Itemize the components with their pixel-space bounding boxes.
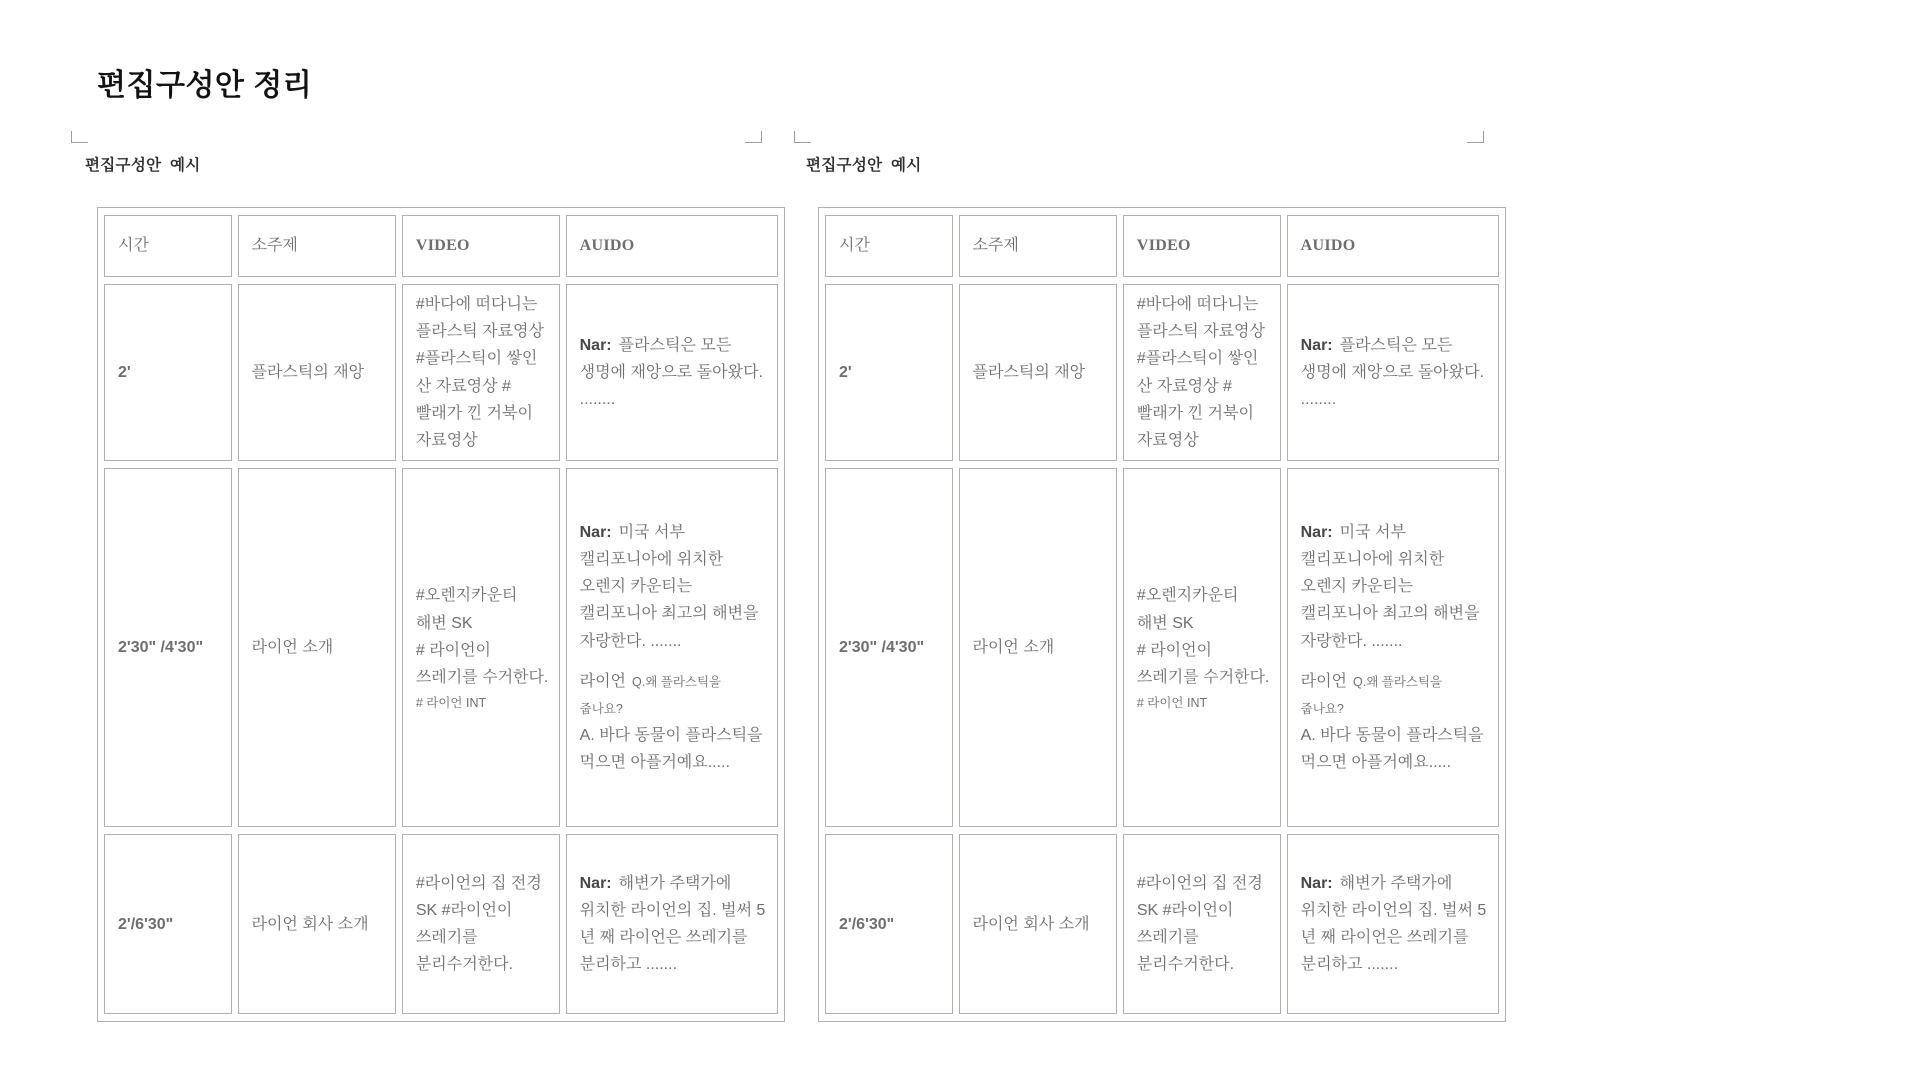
narration-label: Nar: [579, 874, 612, 892]
document-page-left [85, 153, 785, 1022]
video-shotlist: #라이언의 집 전경 SK #라이언이 쓰레기를 분리수거한다. [415, 874, 542, 974]
page-title: 편집구성안 정리 [97, 69, 313, 103]
audio-cell [566, 284, 778, 461]
video-cell: #바다에 떠다니는 플라스틱 자료영상 #플라스틱이 쌓인 산 자료영상 #빨래가 낀 거북이 자료영상 [402, 284, 560, 461]
topic-cell: 라이언 소개 [238, 468, 396, 827]
video-interview-note: # 라이언 INT [1136, 696, 1208, 711]
table-row [825, 468, 1499, 827]
document-page-right [806, 153, 1506, 1022]
panel-heading: 편집구성안 예시 [806, 157, 922, 174]
col-header-topic: 소주제 [238, 215, 396, 277]
video-shotlist: #오렌지카운티 해변 SK # 라이언이 쓰레기를 수거한다. [415, 587, 549, 686]
time-cell: 2'/6'30" [104, 834, 232, 1014]
storyboard-table [97, 207, 785, 1022]
audio-cell [1287, 468, 1499, 827]
text-boundary-mark [745, 131, 762, 143]
video-interview-note: # 라이언 INT [415, 696, 487, 711]
topic-cell: 플라스틱의 재앙 [959, 284, 1117, 461]
narration-label: Nar: [579, 336, 612, 354]
interview-answer: A. 바다 동물이 플라스틱을 먹으면 아플거예요..... [579, 727, 763, 772]
audio-cell [566, 468, 778, 827]
audio-cell [1287, 834, 1499, 1014]
narration-text: 해변가 주택가에 위치한 라이언의 집. 벌써 5 년 째 라이언은 쓰레기를 분리하고 ....... [1300, 874, 1487, 974]
text-boundary-mark [1467, 131, 1484, 143]
interview-question: Q.왜 플라스틱을 줍나요? [1300, 674, 1443, 716]
topic-cell: 라이언 회사 소개 [238, 834, 396, 1014]
narration-text: 미국 서부 캘리포니아에 위치한 오렌지 카운티는 캘리포니아 최고의 해변을 자랑한다. ....... [1300, 523, 1480, 650]
topic-cell: 라이언 소개 [959, 468, 1117, 827]
video-shotlist: #오렌지카운티 해변 SK # 라이언이 쓰레기를 수거한다. [1136, 587, 1270, 686]
table-header-row [825, 215, 1499, 277]
col-header-topic: 소주제 [959, 215, 1117, 277]
narration-label: Nar: [579, 523, 612, 541]
video-shotlist: #라이언의 집 전경 SK #라이언이 쓰레기를 분리수거한다. [1136, 874, 1263, 974]
interview-question: Q.왜 플라스틱을 줍나요? [579, 674, 722, 716]
narration-text: 미국 서부 캘리포니아에 위치한 오렌지 카운티는 캘리포니아 최고의 해변을 자랑한다. ....... [579, 523, 759, 650]
speaker-name: 라이언 [579, 672, 626, 690]
time-cell: 2' [104, 284, 232, 461]
video-cell [1123, 834, 1281, 1014]
text-boundary-mark [794, 131, 811, 143]
narration-label: Nar: [1300, 523, 1333, 541]
audio-cell [566, 834, 778, 1014]
col-header-audio: AUIDO [1287, 215, 1499, 277]
video-cell [1123, 468, 1281, 827]
narration-text: 플라스틱은 모든 생명에 재앙으로 돌아왔다. ........ [579, 336, 763, 409]
video-cell: #바다에 떠다니는 플라스틱 자료영상 #플라스틱이 쌓인 산 자료영상 #빨래가 낀 거북이 자료영상 [1123, 284, 1281, 461]
speaker-name: 라이언 [1300, 672, 1347, 690]
table-header-row [104, 215, 778, 277]
table-row [104, 834, 778, 1014]
text-boundary-mark [71, 131, 88, 143]
topic-cell: 라이언 회사 소개 [959, 834, 1117, 1014]
col-header-audio: AUIDO [566, 215, 778, 277]
narration-text: 플라스틱은 모든 생명에 재앙으로 돌아왔다. ........ [1300, 336, 1484, 409]
table-row [104, 468, 778, 827]
table-row [825, 284, 1499, 461]
narration-text: 해변가 주택가에 위치한 라이언의 집. 벌써 5 년 째 라이언은 쓰레기를 분리하고 ....... [579, 874, 766, 974]
topic-cell: 플라스틱의 재앙 [238, 284, 396, 461]
time-cell: 2'/6'30" [825, 834, 953, 1014]
table-row [825, 834, 1499, 1014]
video-cell [402, 468, 560, 827]
audio-cell [1287, 284, 1499, 461]
col-header-time: 시간 [825, 215, 953, 277]
video-cell [402, 834, 560, 1014]
time-cell: 2'30" /4'30" [825, 468, 953, 827]
time-cell: 2'30" /4'30" [104, 468, 232, 827]
col-header-video: VIDEO [402, 215, 560, 277]
col-header-time: 시간 [104, 215, 232, 277]
narration-label: Nar: [1300, 874, 1333, 892]
storyboard-table [818, 207, 1506, 1022]
time-cell: 2' [825, 284, 953, 461]
narration-label: Nar: [1300, 336, 1333, 354]
table-row [104, 284, 778, 461]
interview-answer: A. 바다 동물이 플라스틱을 먹으면 아플거예요..... [1300, 727, 1484, 772]
panel-heading: 편집구성안 예시 [85, 157, 201, 174]
col-header-video: VIDEO [1123, 215, 1281, 277]
